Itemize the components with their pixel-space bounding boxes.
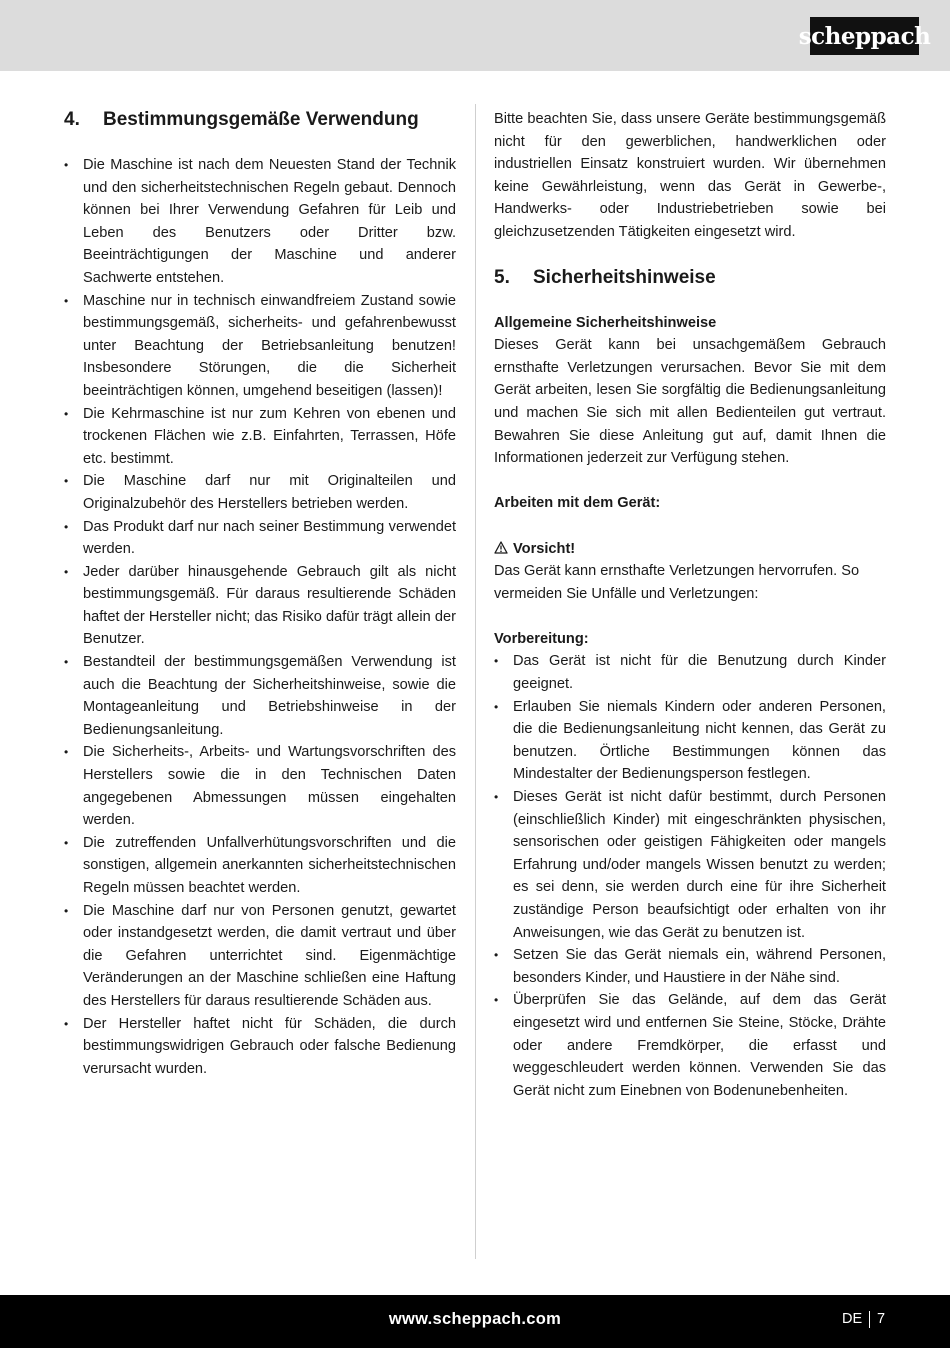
list-item: • Die Sicherheits-, Arbeits- und Wartungsvorschriften des Herstellers sowie die in den Technischen Daten angegebenen Abmessungen müssen eingehalten werden. — [64, 741, 456, 831]
list-item: • Das Gerät ist nicht für die Benutzung durch Kinder geeignet. — [494, 650, 886, 695]
list-item: • Der Hersteller haftet nicht für Schäden, die durch bestimmungswidrigen Gebrauch oder falsche Bedienung verursacht wurden. — [64, 1013, 456, 1081]
warranty-note: Bitte beachten Sie, dass unsere Geräte bestimmungsgemäß nicht für den gewerblichen, handwerklichen oder industriellen Einsatz konstruiert wurden. Wir übernehmen keine Gewährleistung, wenn das Gerät in Gewerbe-, Handwerks- oder Industriebetrieben sowie bei gleichzusetzenden Tätigkeiten eingesetzt wird. — [494, 111, 886, 240]
list-item: • Die zutreffenden Unfallverhütungsvorschriften und die sonstigen, allgemein anerkannten sicherheitstechnischen Regeln müssen beachtet werden. — [64, 832, 456, 900]
list-item: • Die Maschine ist nach dem Neuesten Stand der Technik und den sicherheitstechnischen Regeln gebaut. Dennoch können bei Ihrer Verwendung Gefahren für Leib und Leben des Benutzers oder Dritter bzw. Beeinträchtigungen der Maschine und anderer Sachwerte entstehen. — [64, 154, 456, 290]
section-5-heading — [494, 266, 886, 290]
list-item: • Die Maschine darf nur von Personen genutzt, gewartet oder instandgesetzt werden, die damit vertraut und über die Gefahren unterrichtet sind. Eigenmächtige Veränderungen an der Maschine schließen eine Haftung des Herstellers für daraus resultierende Schäden aus. — [64, 900, 456, 1013]
working-heading: Arbeiten mit dem Gerät: — [494, 495, 661, 512]
list-item: • Die Maschine darf nur mit Originalteilen und Originalzubehör des Herstellers betrieben werden. — [64, 470, 456, 515]
right-column — [494, 108, 886, 1102]
general-safety-text: Dieses Gerät kann bei unsachgemäßem Gebrauch ernsthafte Verletzungen verursachen. Bevor Sie mit dem Gerät arbeiten, lesen Sie sorgfältig die Bedienungsanleitung und machen Sie sich mit allen Bedienteilen gut vertraut. Bewahren Sie diese Anleitung gut auf, damit Ihnen die Informationen jederzeit zur Verfügung stehen. — [494, 337, 886, 467]
caution-text: Das Gerät kann ernsthafte Verletzungen hervorrufen. So vermeiden Sie Unfälle und Verletzungen: — [494, 563, 860, 602]
language-code: DE — [842, 1311, 863, 1327]
footer-separator — [869, 1311, 870, 1328]
section-5-number: 5. — [494, 266, 510, 288]
caution-label: Vorsicht! — [513, 540, 576, 557]
section-4-number: 4. — [64, 109, 80, 130]
website-link[interactable]: www.scheppach.com — [388, 1310, 562, 1328]
list-item: • Maschine nur in technisch einwandfreiem Zustand sowie bestimmungsgemäß, sicherheits- und gefahrenbewusst unter Beachtung der Betriebsanleitung benutzen! Insbesondere Störungen, die die Sicherheit beeinträchtigen können, umgehend beseitigen (lassen)! — [64, 290, 456, 403]
left-column — [64, 108, 456, 1080]
caution-heading — [494, 538, 886, 561]
section-4-title: Bestimmungsgemäße Verwendung — [103, 109, 419, 130]
general-safety-heading: Allgemeine Sicherheitshinweise — [494, 314, 717, 331]
list-item: • Setzen Sie das Gerät niemals ein, während Personen, besonders Kinder, und Haustiere in der Nähe sind. — [494, 944, 886, 989]
logo-text: scheppach — [798, 22, 931, 50]
scheppach-logo — [798, 17, 931, 55]
section-5-title: Sicherheitshinweise — [533, 266, 716, 288]
list-item: • Dieses Gerät ist nicht dafür bestimmt, durch Personen (einschließlich Kinder) mit eingeschränkten physischen, sensorischen oder geistigen Fähigkeiten oder mangels Erfahrung und/oder mangels Wissen benutzt zu werden; es sei denn, sie werden durch eine für ihre Sicherheit zuständige Person beaufsichtigt oder erhalten von ihr Anweisungen, wie das Gerät zu benutzen ist. — [494, 786, 886, 944]
section-4-heading — [64, 108, 456, 132]
preparation-list — [494, 650, 886, 1102]
list-item: • Überprüfen Sie das Gelände, auf dem das Gerät eingesetzt wird und entfernen Sie Steine, Stöcke, Drähte oder andere Fremdkörper, die erfasst und weggeschleudert werden können. Verwenden Sie das Gerät nicht zum Einebnen von Bodenunebenheiten. — [494, 989, 886, 1102]
list-item: • Jeder darüber hinausgehende Gebrauch gilt als nicht bestimmungsgemäß. Für daraus resultierende Schäden haftet der Hersteller nicht; das Risiko dafür trägt allein der Benutzer. — [64, 561, 456, 651]
warning-triangle-icon — [494, 541, 508, 554]
list-item: • Erlauben Sie niemals Kindern oder anderen Personen, die die Bedienungsanleitung nicht kennen, das Gerät zu benutzen. Örtliche Bestimmungen können das Mindestalter der Bedienungsperson festlegen. — [494, 696, 886, 786]
list-item: • Die Kehrmaschine ist nur zum Kehren von ebenen und trockenen Flächen wie z.B. Einfahrten, Terrassen, Höfe etc. bestimmt. — [64, 403, 456, 471]
page-footer — [0, 1295, 950, 1348]
list-item: • Bestandteil der bestimmungsgemäßen Verwendung ist auch die Beachtung der Sicherheitshinweise, sowie die Montageanleitung und Betriebshinweise in der Bedienungsanleitung. — [64, 651, 456, 741]
column-divider — [475, 104, 476, 1259]
list-item: • Das Produkt darf nur nach seiner Bestimmung verwendet werden. — [64, 516, 456, 561]
page-number: 7 — [877, 1311, 886, 1327]
page-header — [0, 0, 950, 71]
preparation-heading: Vorbereitung: — [494, 630, 589, 647]
intended-use-list — [64, 154, 456, 1080]
